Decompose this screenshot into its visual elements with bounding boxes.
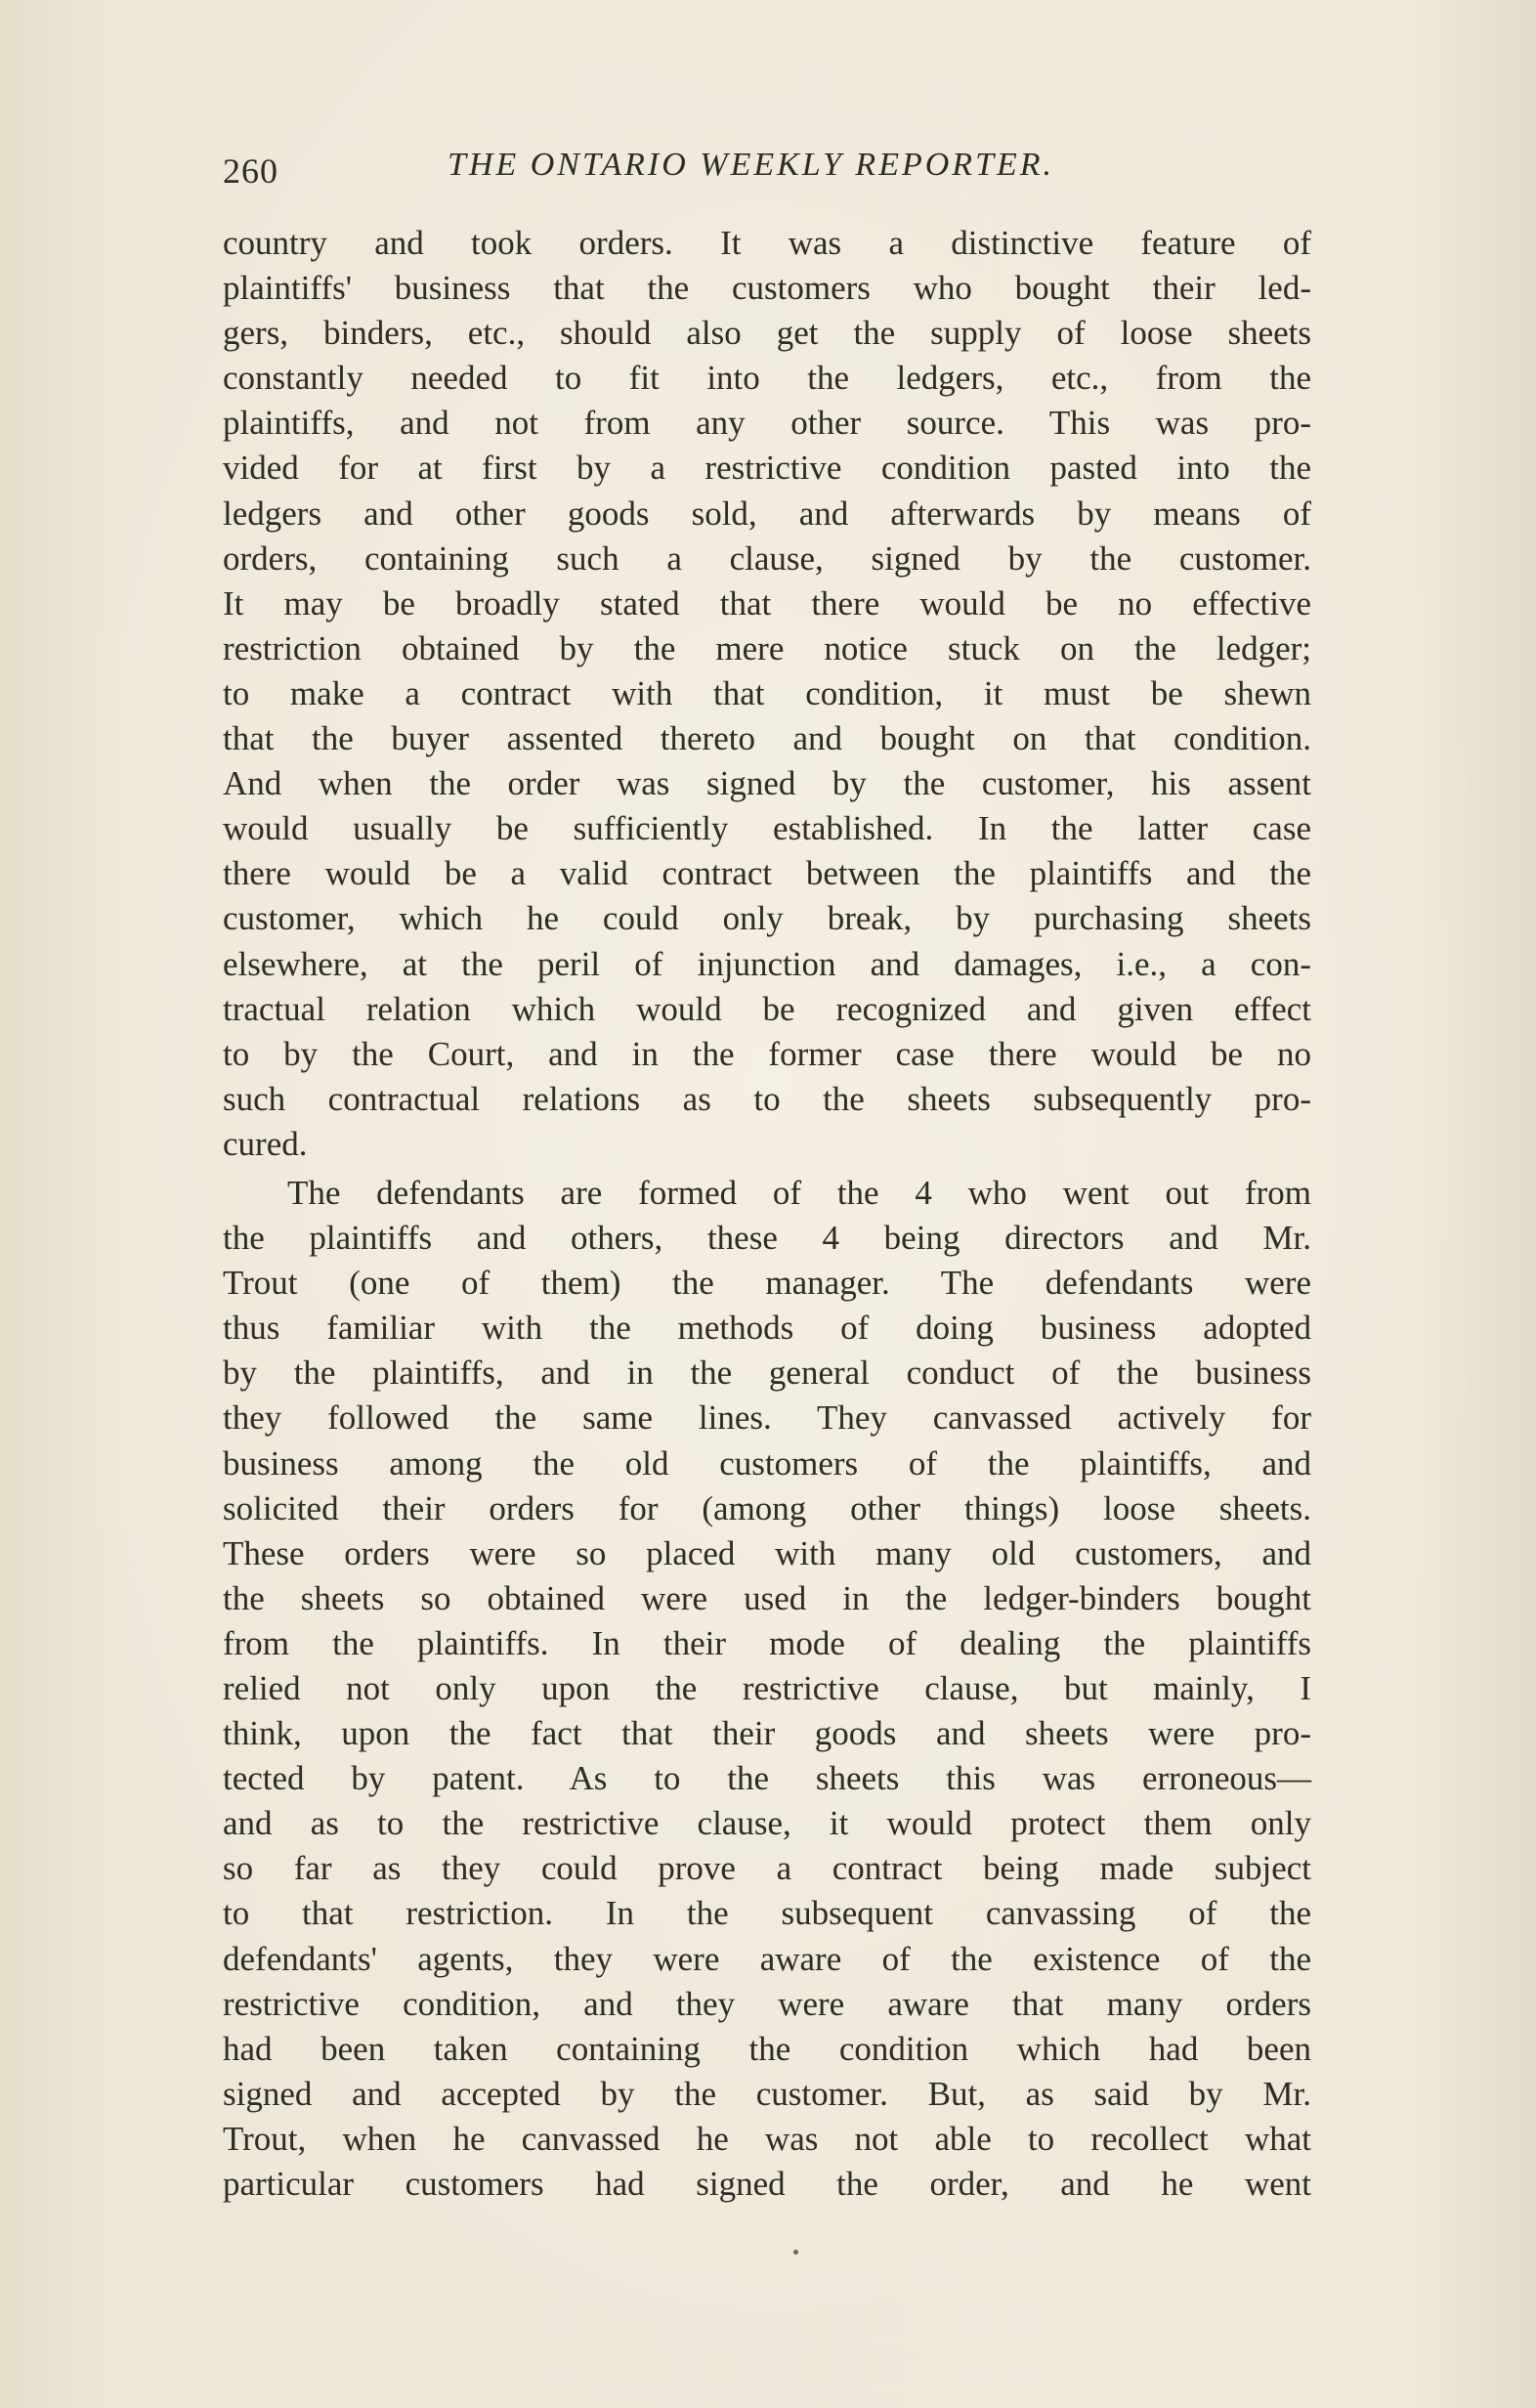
text-line: would usually be sufficiently established. In the latter case (223, 809, 1311, 848)
text-line: And when the order was signed by the customer, his assent (223, 764, 1311, 803)
text-line: particular customers had signed the order, and he went (223, 2165, 1311, 2204)
text-line: tractual relation which would be recognized and given effect (223, 989, 1311, 1028)
ink-speck (793, 2250, 798, 2255)
text-line: business among the old customers of the plaintiffs, and (223, 1443, 1311, 1483)
text-line: to that restriction. In the subsequent canvassing of the (223, 1894, 1311, 1933)
paragraph-2 (223, 1171, 1311, 2207)
text-line: thus familiar with the methods of doing business adopted (223, 1309, 1311, 1348)
text-line: cured. (223, 1124, 308, 1163)
text-line: orders, containing such a clause, signed by the customer. (223, 538, 1311, 578)
text-line: they followed the same lines. They canvassed actively for (223, 1398, 1311, 1438)
text-line: country and took orders. It was a distinctive feature of (223, 224, 1311, 262)
text-line: and as to the restrictive clause, it would protect them only (223, 1804, 1311, 1843)
text-line: The defendants are formed of the 4 who went out from (287, 1173, 1311, 1212)
text-line: plaintiffs, and not from any other source. This was pro- (223, 404, 1311, 443)
text-line: to by the Court, and in the former case there would be no (223, 1034, 1311, 1073)
text-line: solicited their orders for (among other things) loose sheets. (223, 1488, 1311, 1527)
text-line: the sheets so obtained were used in the ledger-binders bought (223, 1578, 1311, 1617)
text-line: had been taken containing the condition which had been (223, 2029, 1311, 2068)
paragraph-1 (223, 221, 1311, 1167)
text-line: restrictive condition, and they were aware that many orders (223, 1984, 1311, 2023)
text-line: the plaintiffs and others, these 4 being directors and Mr. (223, 1219, 1311, 1258)
text-line: by the plaintiffs, and in the general conduct of the business (223, 1354, 1311, 1393)
text-line: such contractual relations as to the sheets subsequently pro- (223, 1079, 1311, 1118)
text-line: Trout (one of them) the manager. The defendants were (223, 1264, 1311, 1303)
journal-title: THE ONTARIO WEEKLY REPORTER. (448, 147, 1055, 183)
text-line: ledgers and other goods sold, and afterwards by means of (223, 494, 1311, 533)
text-line: think, upon the fact that their goods and sheets were pro- (223, 1714, 1311, 1753)
text-line: so far as they could prove a contract being made subject (223, 1849, 1311, 1888)
text-line: customer, which he could only break, by purchasing sheets (223, 899, 1311, 938)
text-line: vided for at first by a restrictive condition pasted into the (223, 449, 1311, 488)
text-line: gers, binders, etc., should also get the supply of loose sheets (223, 314, 1311, 353)
running-head (223, 139, 1307, 197)
text-line: relied not only upon the restrictive clause, but mainly, I (223, 1669, 1311, 1707)
text-line: restriction obtained by the mere notice stuck on the ledger; (223, 628, 1311, 667)
text-line: It may be broadly stated that there would be no effective (223, 583, 1311, 623)
page-number: 260 (223, 151, 278, 191)
text-line: there would be a valid contract between the plaintiffs and the (223, 854, 1311, 893)
text-line: constantly needed to fit into the ledgers, etc., from the (223, 359, 1311, 398)
text-line: from the plaintiffs. In their mode of dealing the plaintiffs (223, 1623, 1311, 1662)
text-line: to make a contract with that condition, it must be shewn (223, 673, 1311, 712)
text-line: plaintiffs' business that the customers who bought their led- (223, 269, 1311, 308)
text-line: defendants' agents, they were aware of the existence of the (223, 1939, 1311, 1978)
body-text (223, 221, 1311, 2207)
text-line: These orders were so placed with many old customers, and (223, 1533, 1311, 1572)
text-line: elsewhere, at the peril of injunction and damages, i.e., a con- (223, 944, 1311, 983)
text-line: that the buyer assented thereto and bought on that condition. (223, 719, 1311, 758)
text-line: signed and accepted by the customer. But, as said by Mr. (223, 2074, 1311, 2113)
text-line: tected by patent. As to the sheets this was erroneous— (223, 1759, 1311, 1798)
text-line: Trout, when he canvassed he was not able to recollect what (223, 2119, 1311, 2158)
